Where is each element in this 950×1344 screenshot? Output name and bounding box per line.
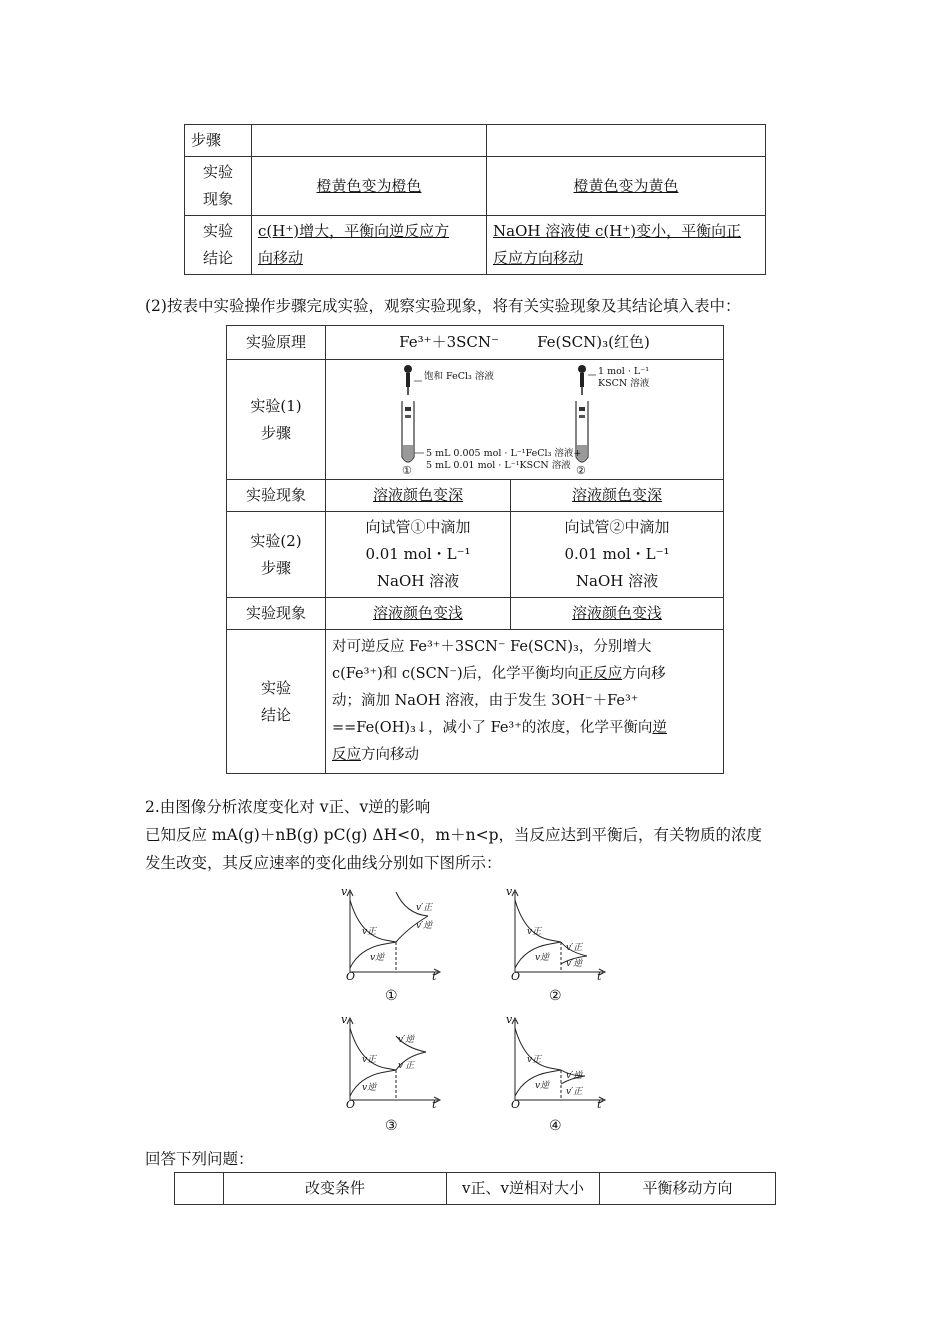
table-1 [184, 124, 766, 275]
fig-reagent-2b: KSCN 溶液 [598, 378, 650, 389]
graph-4-vz: v正 [527, 1055, 542, 1065]
dropper-2-icon [578, 365, 596, 395]
fig-mix-2: 5 mL 0.01 mol · L⁻¹KSCN 溶液 [426, 460, 571, 471]
label-exp2: 实验(2) 步骤 [227, 512, 326, 598]
fig-reagent-1: 饱和 FeCl₃ 溶液 [424, 371, 494, 382]
table-3 [174, 1172, 776, 1205]
graph-4-label: ④ [549, 1118, 562, 1134]
fig-tube-1-label: ① [402, 464, 412, 477]
row-label-conclusion: 实验 结论 [185, 216, 252, 275]
cell-exp2-a: 向试管①中滴加 0.01 mol・L⁻¹ NaOH 溶液 [326, 512, 511, 598]
fig-reagent-2a: 1 mol · L⁻¹ [598, 366, 650, 377]
cell-phenomenon-b: 橙黄色变为黄色 [487, 157, 766, 216]
cell-phen1-b: 溶液颜色变深 [511, 480, 724, 512]
graph-2-vn: v逆 [535, 953, 550, 963]
paragraph-instruction: (2)按表中实验操作步骤完成实验，观察实验现象，将有关实验现象及其结论填入表中： [145, 297, 741, 315]
table-2 [226, 325, 724, 774]
graph-1-vz: v正 [362, 927, 377, 937]
graph-1-origin: O [346, 970, 356, 983]
rate-graphs [330, 880, 620, 1140]
graph-4-vz2: v′正 [566, 1087, 583, 1097]
graph-3-label: ③ [385, 1118, 398, 1134]
label-principle: 实验原理 [227, 326, 326, 360]
graph-4 [512, 1018, 605, 1103]
graph-1-vn: v逆 [370, 953, 385, 963]
fig-tube-2-label: ② [576, 464, 586, 477]
row-label-phenomenon: 实验 现象 [185, 157, 252, 216]
row-label-step: 步骤 [185, 125, 252, 157]
cell-exp2-b: 向试管②中滴加 0.01 mol・L⁻¹ NaOH 溶液 [511, 512, 724, 598]
graph-3-v-axis: v [341, 1013, 348, 1026]
cell-phen2-a: 溶液颜色变浅 [326, 598, 511, 630]
graph-3-vz2: v′正 [398, 1061, 415, 1071]
test-tube-1-icon [402, 401, 414, 462]
graph-1-t-axis: t [432, 970, 437, 983]
cell-phen2-b: 溶液颜色变浅 [511, 598, 724, 630]
cell-phen1-a: 溶液颜色变深 [326, 480, 511, 512]
graph-1-vn2: v′逆 [416, 921, 433, 931]
dropper-1-icon [404, 365, 422, 395]
graph-4-origin: O [511, 1098, 521, 1111]
cell-principle: Fe³⁺＋3SCN⁻ Fe(SCN)₃(红色) [326, 326, 724, 360]
graph-2 [512, 890, 605, 975]
graph-2-label: ② [549, 988, 562, 1004]
graph-2-v-axis: v [506, 885, 513, 898]
graph-2-vn2: v′逆 [566, 959, 583, 969]
graph-3-vn: v逆 [362, 1083, 377, 1093]
graph-1-v-axis: v [341, 885, 348, 898]
graph-2-t-axis: t [597, 970, 602, 983]
cell-conclusion-a: c(H⁺)增大，平衡向逆反应方 向移动 [252, 216, 487, 275]
graph-2-origin: O [511, 970, 521, 983]
graph-2-vz2: v′正 [566, 943, 583, 953]
graph-3-vn2: v′逆 [398, 1035, 415, 1045]
fig-mix-1: 5 mL 0.005 mol · L⁻¹FeCl₃ 溶液+ [426, 448, 582, 459]
label-exp1: 实验(1) 步骤 [227, 360, 326, 480]
label-conclusion: 实验 结论 [227, 630, 326, 774]
graph-1-vz2: v′正 [416, 903, 433, 913]
graph-3-vz: v正 [362, 1055, 377, 1065]
graph-4-vn: v逆 [535, 1081, 550, 1091]
graph-3-t-axis: t [432, 1098, 437, 1111]
label-phen1: 实验现象 [227, 480, 326, 512]
table-3-header-direction: 平衡移动方向 [600, 1173, 776, 1205]
cell-exp1-figure [326, 360, 724, 480]
graph-4-vn2: v′逆 [566, 1071, 583, 1081]
graph-2-vz: v正 [527, 927, 542, 937]
graph-1-label: ① [385, 988, 398, 1004]
cell-conclusion: 对可逆反应 Fe³⁺＋3SCN⁻ Fe(SCN)₃，分别增大 c(Fe³⁺)和 c(SCN⁻)后，化学平衡均向正反应方向移 动；滴加 NaOH 溶液，由于发生 3OH⁻＋Fe³⁺ ==Fe(OH)₃↓，减小了 Fe³⁺的浓度，化学平衡向逆 反应方向移动 [326, 630, 724, 774]
graph-3 [347, 1018, 440, 1103]
cell-conclusion-b: NaOH 溶液使 c(H⁺)变小，平衡向正 反应方向移动 [487, 216, 766, 275]
table-3-header-rates: v正、v逆相对大小 [447, 1173, 600, 1205]
graph-3-origin: O [346, 1098, 356, 1111]
table-3-header-condition: 改变条件 [224, 1173, 447, 1205]
label-phen2: 实验现象 [227, 598, 326, 630]
section-2-title: 2.由图像分析浓度变化对 v正、v逆的影响 [145, 798, 431, 816]
graph-4-t-axis: t [597, 1098, 602, 1111]
table-3-header-blank [175, 1173, 224, 1205]
section-2-paragraph-1: 已知反应 mA(g)＋nB(g) pC(g) ΔH<0，m＋n<p，当反应达到平衡后，有关物质的浓度 [145, 826, 763, 844]
section-2-paragraph-2: 发生改变，其反应速率的变化曲线分别如下图所示： [145, 854, 502, 872]
graph-4-v-axis: v [506, 1013, 513, 1026]
answer-prompt: 回答下列问题： [145, 1150, 254, 1168]
cell-phenomenon-a: 橙黄色变为橙色 [252, 157, 487, 216]
